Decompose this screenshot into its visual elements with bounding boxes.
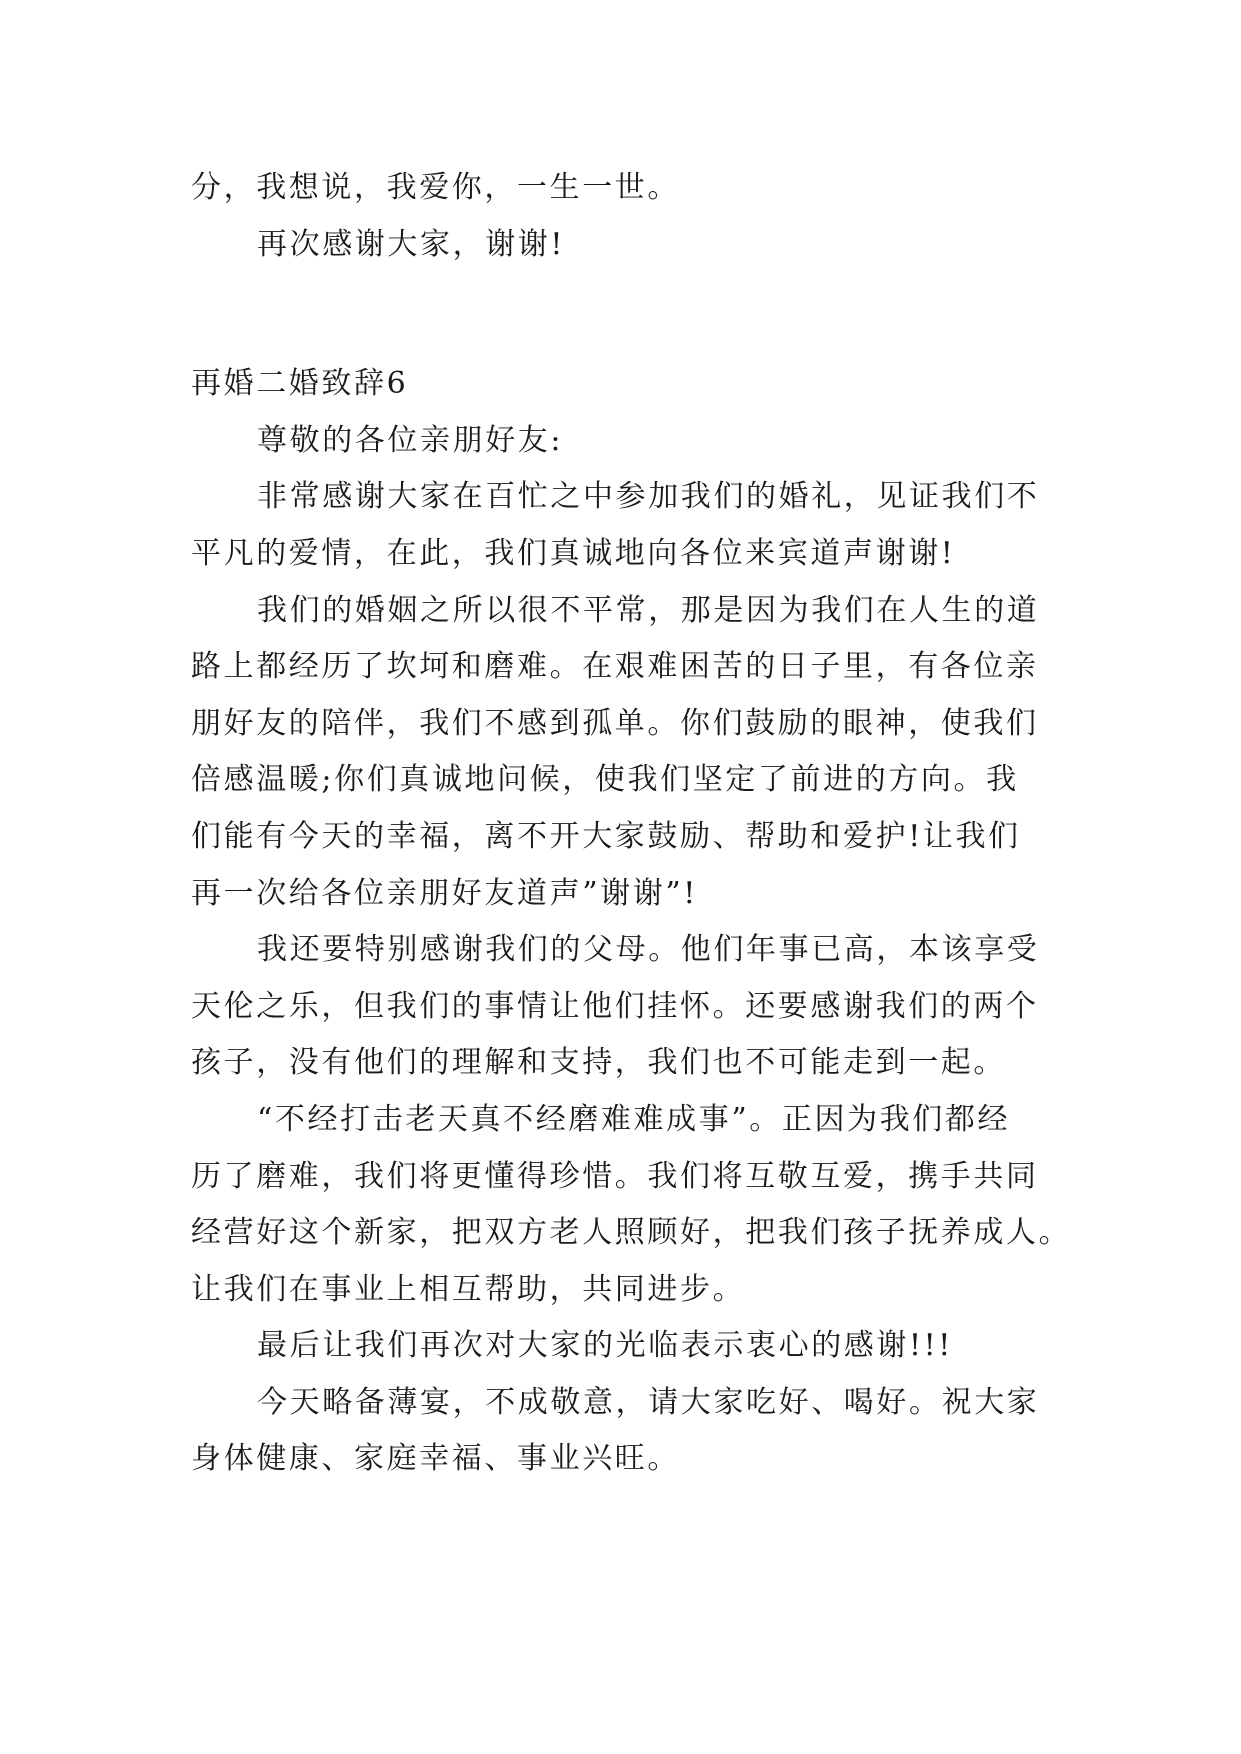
text-line: 经营好这个新家，把双方老人照顾好，把我们孩子抚养成人。	[191, 1215, 1072, 1251]
text-line: 平凡的爱情，在此，我们真诚地向各位来宾道声谢谢!	[191, 535, 956, 571]
section-title: 再婚二婚致辞6	[191, 366, 409, 402]
text-line: 再次感谢大家，谢谢!	[257, 226, 566, 262]
text-line: 天伦之乐，但我们的事情让他们挂怀。还要感谢我们的两个	[191, 988, 1039, 1024]
text-line: 倍感温暖;你们真诚地问候，使我们坚定了前进的方向。我	[191, 762, 1019, 798]
text-line: 我们的婚姻之所以很不平常，那是因为我们在人生的道	[257, 592, 1040, 628]
text-line: 分，我想说，我爱你，一生一世。	[191, 170, 680, 205]
text-line: 非常感谢大家在百忙之中参加我们的婚礼，见证我们不	[257, 479, 1040, 515]
text-line: 路上都经历了坎坷和磨难。在艰难困苦的日子里，有各位亲	[191, 649, 1039, 685]
text-line: 们能有今天的幸福，离不开大家鼓励、帮助和爱护!让我们	[191, 818, 1021, 854]
text-line: “不经打击老天真不经磨难难成事”。正因为我们都经	[257, 1101, 1011, 1137]
text-line: 再一次给各位亲朋好友道声”谢谢”!	[191, 875, 698, 911]
text-line: 今天略备薄宴，不成敬意，请大家吃好、喝好。祝大家	[257, 1384, 1040, 1420]
text-line: 历了磨难，我们将更懂得珍惜。我们将互敬互爱，携手共同	[191, 1158, 1039, 1194]
text-line: 让我们在事业上相互帮助，共同进步。	[191, 1271, 746, 1307]
section-body	[191, 413, 1072, 1488]
text-line: 孩子，没有他们的理解和支持，我们也不可能走到一起。	[191, 1045, 1006, 1081]
document-page	[191, 160, 1072, 1488]
text-line: 我还要特别感谢我们的父母。他们年事已高，本该享受	[257, 932, 1040, 968]
text-line: 身体健康、家庭幸福、事业兴旺。	[191, 1441, 680, 1477]
text-line: 朋好友的陪伴，我们不感到孤单。你们鼓励的眼神，使我们	[191, 705, 1039, 741]
text-line: 尊敬的各位亲朋好友:	[257, 422, 564, 458]
text-line: 最后让我们再次对大家的光临表示衷心的感谢!!!	[257, 1328, 953, 1364]
section-gap	[191, 273, 1061, 356]
